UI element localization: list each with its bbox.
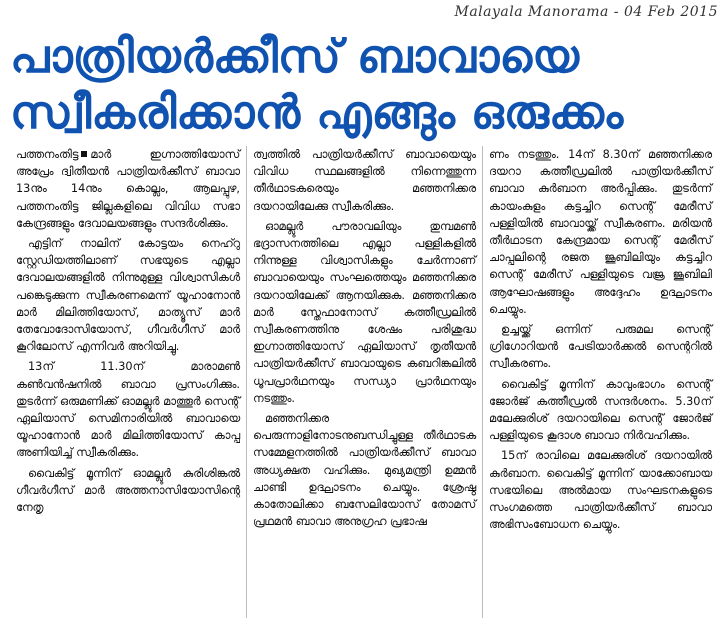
article-paragraph: ഓമല്ലൂർ പൗരാവലിയും തുമ്പമൺ ഭദ്രാസനത്തിലെ എല്ലാ പള്ളികളിൽ നിന്നുള്ള വിശ്വാസികളും ചേർന്നാണ് ബാവായെയും സംഘത്തെയും മഞ്ഞനിക്കര ദയറായിലേക്ക് ആനയിക്കുക. മഞ്ഞനിക്കര മാർ സ്തേഫാനോസ് കത്തീഡ്രലിൽ സ്വീകരണത്തിനു ശേഷം പരിശുദ്ധ ഇഗ്നാത്തിയോസ് ഏലിയാസ് തൃതീയൻ പാത്രിയർക്കീസ് ബാവായുടെ കബറിങ്കലിൽ ധൂപപ്രാർഥനയും സന്ധ്യാ പ്രാർഥനയും നടത്തും. [253,219,476,405]
article-column-3 [482,146,718,618]
article-paragraph: വൈകിട്ട് മൂന്നിന് ഓമല്ലൂർ കുരിശിങ്കൽ ഗീവർഗീസ് മാർ അത്തനാസിയോസിന്റെ നേതൃ [16,466,240,515]
article-column-1 [10,146,246,618]
headline-line-1: പാത്രിയർക്കീസ് ബാവായെ [10,29,580,83]
article-paragraph: ണം നടത്തും. 14ന് 8.30ന് മഞ്ഞനിക്കര ദയറാ കത്തീഡ്രലിൽ പാത്രിയർക്കീസ് ബാവാ കുർബാന അർപ്പിക്കും. തുടർന്ന് കായംകുളം കട്ടച്ചിറ സെന്റ് മേരീസ് പള്ളിയിൽ ബാവായ്ക്ക് സ്വീകരണം. മരിയൻ തീർഥാടന കേന്ദ്രമായ സെന്റ് മേരീസ് ചാപ്പലിന്റെ രജത ജൂബിലിയും കട്ടച്ചിറ സെന്റ് മേരീസ് പള്ളിയുടെ വജ്ര ജൂബിലി ആഘോഷങ്ങളും അദ്ദേഹം ഉദ്ഘാടനം ചെയ്യും. [489,148,712,316]
headline-line-2: സ്വീകരിക്കാൻ എങ്ങും ഒരുക്കം [10,85,624,139]
article-columns [10,146,718,618]
article-paragraph: വൈകിട്ട് മൂന്നിന് കാവുംഭാഗം സെന്റ് ജോർജ് കത്തീഡ്രൽ സന്ദർശനം. 5.30ന് മലേക്കുരിശ് ദയറായിലെ സെന്റ് ജോർജ് പള്ളിയുടെ കൂദാശ ബാവാ നിർവഹിക്കും. [489,377,712,443]
article-paragraph [16,146,240,232]
article-paragraph: 13ന് 11.30ന് മാരാമൺ കൺവൻഷനിൽ ബാവാ പ്രസംഗിക്കും. തുടർന്ന് ഒരുമണിക്ക് ഓമല്ലൂർ മാത്തൂർ സെന്റ് ഏലിയാസ് സെമിനാരിയിൽ ബാവായെ യൂഹാനോൻ മാർ മിലിത്തിയോസ് കാപ്പ അണിയിച്ച് സ്വീകരിക്കും. [16,360,240,460]
masthead: Malayala Manorama - 04 Feb 2015 [454,4,718,20]
headline [10,28,716,140]
bullet-icon [81,151,87,157]
article-paragraph: മഞ്ഞനിക്കര പെരുന്നാളിനോടനുബന്ധിച്ചുള്ള തീർഥാടക സമ്മേളനത്തിൽ പാത്രിയർക്കീസ് ബാവാ അധ്യക്ഷത വഹിക്കും. മുഖ്യമന്ത്രി ഉമ്മൻ ചാണ്ടി ഉദ്ഘാടനം ചെയ്യും. ശ്രേഷ്ഠ കാതോലിക്കാ ബസേലിയോസ് തോമസ് പ്രഥമൻ ബാവാ അനുഗ്രഹ പ്രഭാഷ [253,412,476,529]
article-paragraph: ഉച്ചയ്ക്ക് ഒന്നിന് പരുമല സെന്റ് ഗ്രിഗോറിയൻ പേട്രിയാർക്കൽ സെന്ററിൽ സ്വീകരണം. [489,323,712,371]
article-paragraph: 15ന് രാവിലെ മലേക്കുരിശ് ദയറായിൽ കുർബാന. വൈകിട്ട് മൂന്നിന് യാക്കോബായ സഭയിലെ അൽമായ സംഘടനകളുടെ സംഗമത്തെ പാത്രിയർക്കീസ് ബാവാ അഭിസംബോധന ചെയ്യും. [489,449,712,532]
article-paragraph: എട്ടിന് നാലിന് കോട്ടയം നെഹ്റു സ്റ്റേഡിയത്തിലാണ് സഭയുടെ എല്ലാ ദേവാലയങ്ങളിൽ നിന്നുമുള്ള വിശ്വാസികൾ പങ്കെടുക്കുന്ന സ്വീകരണമെന്ന് യൂഹാനോൻ മാർ മിലിത്തിയോസ്, മാത്യൂസ് മാർ തേവോദോസിയോസ്, ഗീവർഗീസ് മാർ കൂറിലോസ് എന്നിവർ അറിയിച്ചു. [16,237,240,354]
article-column-2 [246,146,482,618]
paragraph-text: മാർ ഇഗ്നാത്തിയോസ് അപ്രേം ദ്വിതീയൻ പാത്രിയർക്കീസ് ബാവാ 13നും 14നും കൊല്ലം, ആലപ്പുഴ, പത്തനംതിട്ട ജില്ലകളിലെ വിവിധ സഭാ കേന്ദ്രങ്ങളും ദേവാലയങ്ങളും സന്ദർശിക്കും. [16,148,240,230]
article-paragraph: ത്വത്തിൽ പാത്രിയർക്കീസ് ബാവായെയും വിവിധ സ്ഥലങ്ങളിൽ നിന്നെത്തുന്ന തീർഥാടകരെയും മഞ്ഞനിക്കര ദയറായിലേക്കു സ്വീകരിക്കും. [253,148,476,213]
dateline: പത്തനംതിട്ട [16,148,79,161]
